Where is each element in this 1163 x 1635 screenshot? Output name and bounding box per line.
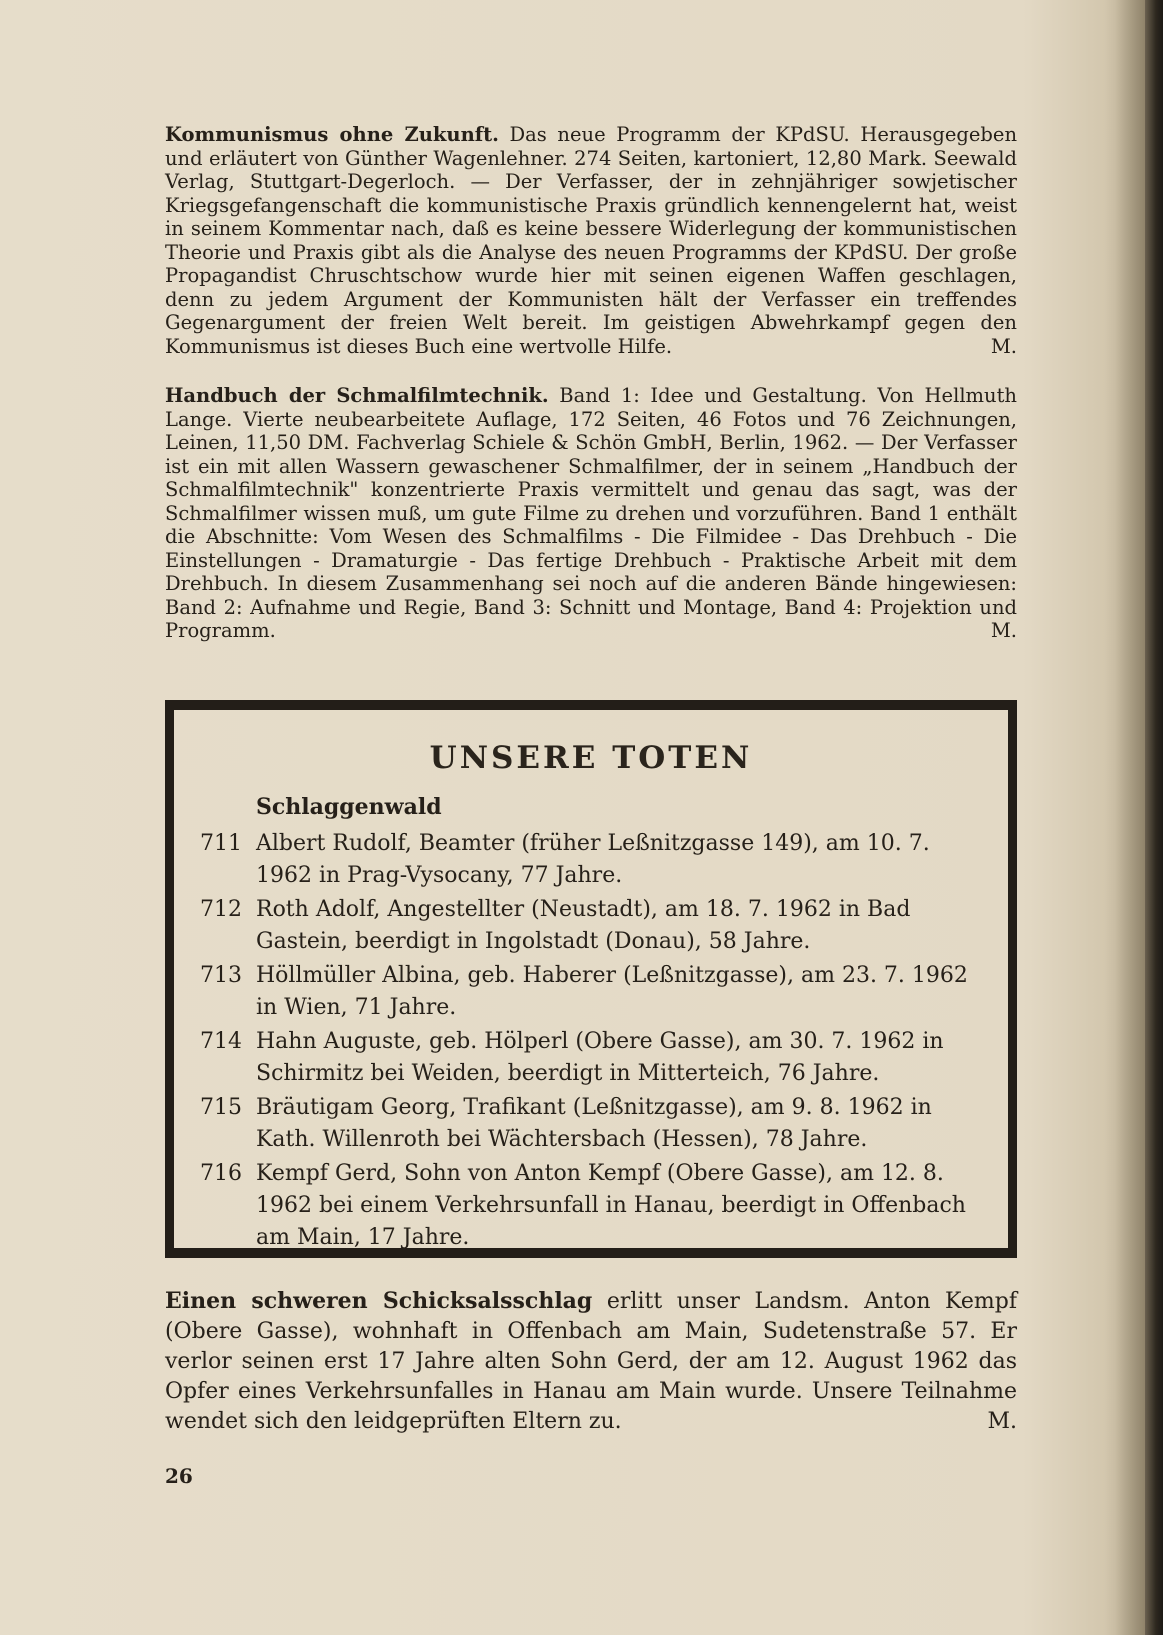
entry-text: Roth Adolf, Angestellter (Neustadt), am 18. 7. 1962 in Bad Gastein, beerdigt in Ingolstadt (Donau), 58 Jahre. — [256, 897, 911, 954]
entry-number: 711 — [200, 831, 242, 856]
obituary-entry — [200, 1026, 990, 1090]
book-spine — [1145, 0, 1163, 1635]
obituary-list — [200, 828, 990, 1256]
review-title: Handbuch der Schmalfilmtechnik. — [165, 384, 549, 407]
review-signature: M. — [990, 334, 1017, 358]
page-number: 26 — [165, 1464, 193, 1488]
obituary-place: Schlaggenwald — [256, 794, 442, 820]
review-body: Das neue Programm der KPdSU. Herausgegeben und erläutert von Günther Wagenlehner. 274 Seiten, kartoniert, 12,80 Mark. Seewald Verlag, Stuttgart-Degerloch. — Der Verfasser, der in zehnjähriger sowjetischer Kriegsgefangenschaft die kommunistische Praxis gründlich kennengelernt hat, weist in seinem Kommentar nach, daß es keine bessere Widerlegung der kommunistischen Theorie und Praxis gibt als die Analyse des neuen Programms der KPdSU. Der große Propagandist Chruschtschow wurde hier mit seinen eigenen Waffen geschlagen, denn zu jedem Argument der Kommunisten hält der Verfasser ein treffendes Gegenargument der freien Welt bereit. Im geistigen Abwehrkampf gegen den Kommunismus ist dieses Buch eine wertvolle Hilfe. — [165, 123, 1018, 358]
binding-shadow — [1115, 0, 1145, 1635]
obituary-heading: UNSERE TOTEN — [429, 740, 753, 776]
entry-text: Albert Rudolf, Beamter (früher Leßnitzgasse 149), am 10. 7. 1962 in Prag-Vysocany, 77 Jahre. — [256, 831, 930, 888]
review-1 — [165, 123, 1017, 358]
review-body: Band 1: Idee und Gestaltung. Von Hellmuth Lange. Vierte neubearbeitete Auflage, 172 Seiten, 46 Fotos und 76 Zeichnungen, Leinen, 11,50 DM. Fachverlag Schiele & Schön GmbH, Berlin, 1962. — Der Verfasser ist ein mit allen Wassern gewaschener Schmalfilmer, der in seinem „Handbuch der Schmalfilmtechnik" konzentrierte Praxis vermittelt und genau das sagt, was der Schmalfilmer wissen muß, um gute Filme zu drehen und vorzuführen. Band 1 enthält die Abschnitte: Vom Wesen des Schmalfilms - Die Filmidee - Das Drehbuch - Die Einstellungen - Dramaturgie - Das fertige Drehbuch - Praktische Arbeit mit dem Drehbuch. In diesem Zusammenhang sei noch auf die anderen Bände hingewiesen: Band 2: Aufnahme und Regie, Band 3: Schnitt und Montage, Band 4: Projektion und Programm. — [165, 384, 1017, 642]
obituary-entry — [200, 828, 990, 892]
review-signature: M. — [990, 619, 1017, 642]
notice-signature: M. — [987, 1409, 1017, 1434]
entry-number: 715 — [200, 1095, 242, 1120]
obituary-entry — [200, 1158, 990, 1254]
obituary-entry — [200, 960, 990, 1024]
notice-title: Einen schweren Schicksalsschlag — [165, 1288, 593, 1314]
notice-body: erlitt unser Landsm. Anton Kempf (Obere Gasse), wohnhaft in Offenbach am Main, Sudetenstraße 57. Er verlor seinen erst 17 Jahre alten Sohn Gerd, der am 12. August 1962 das Opfer eines Verkehrsunfalles in Hanau am Main wurde. Unsere Teilnahme wendet sich den leidgeprüften Eltern zu. — [165, 1289, 1018, 1434]
review-title: Kommunismus ohne Zukunft. — [165, 123, 499, 146]
entry-text: Hahn Auguste, geb. Hölperl (Obere Gasse), am 30. 7. 1962 in Schirmitz bei Weiden, beerdigt in Mitterteich, 76 Jahre. — [256, 1029, 944, 1086]
review-text — [165, 123, 1017, 358]
entry-text: Kempf Gerd, Sohn von Anton Kempf (Obere Gasse), am 12. 8. 1962 bei einem Verkehrsunfall in Hanau, beerdigt in Offenbach am Main, 17 Jahre. — [256, 1161, 966, 1250]
obituary-entry — [200, 1092, 990, 1156]
obituary-entry — [200, 894, 990, 958]
entry-number: 716 — [200, 1161, 242, 1186]
condolence-notice — [165, 1286, 1017, 1437]
entry-number: 712 — [200, 897, 242, 922]
entry-number: 714 — [200, 1029, 242, 1054]
review-2 — [165, 384, 1017, 643]
entry-text: Bräutigam Georg, Trafikant (Leßnitzgasse), am 9. 8. 1962 in Kath. Willenroth bei Wächtersbach (Hessen), 78 Jahre. — [256, 1095, 932, 1152]
review-text — [165, 384, 1017, 643]
entry-text: Höllmüller Albina, geb. Haberer (Leßnitzgasse), am 23. 7. 1962 in Wien, 71 Jahre. — [256, 963, 968, 1020]
entry-number: 713 — [200, 963, 242, 988]
obituary-box — [165, 700, 1017, 1258]
